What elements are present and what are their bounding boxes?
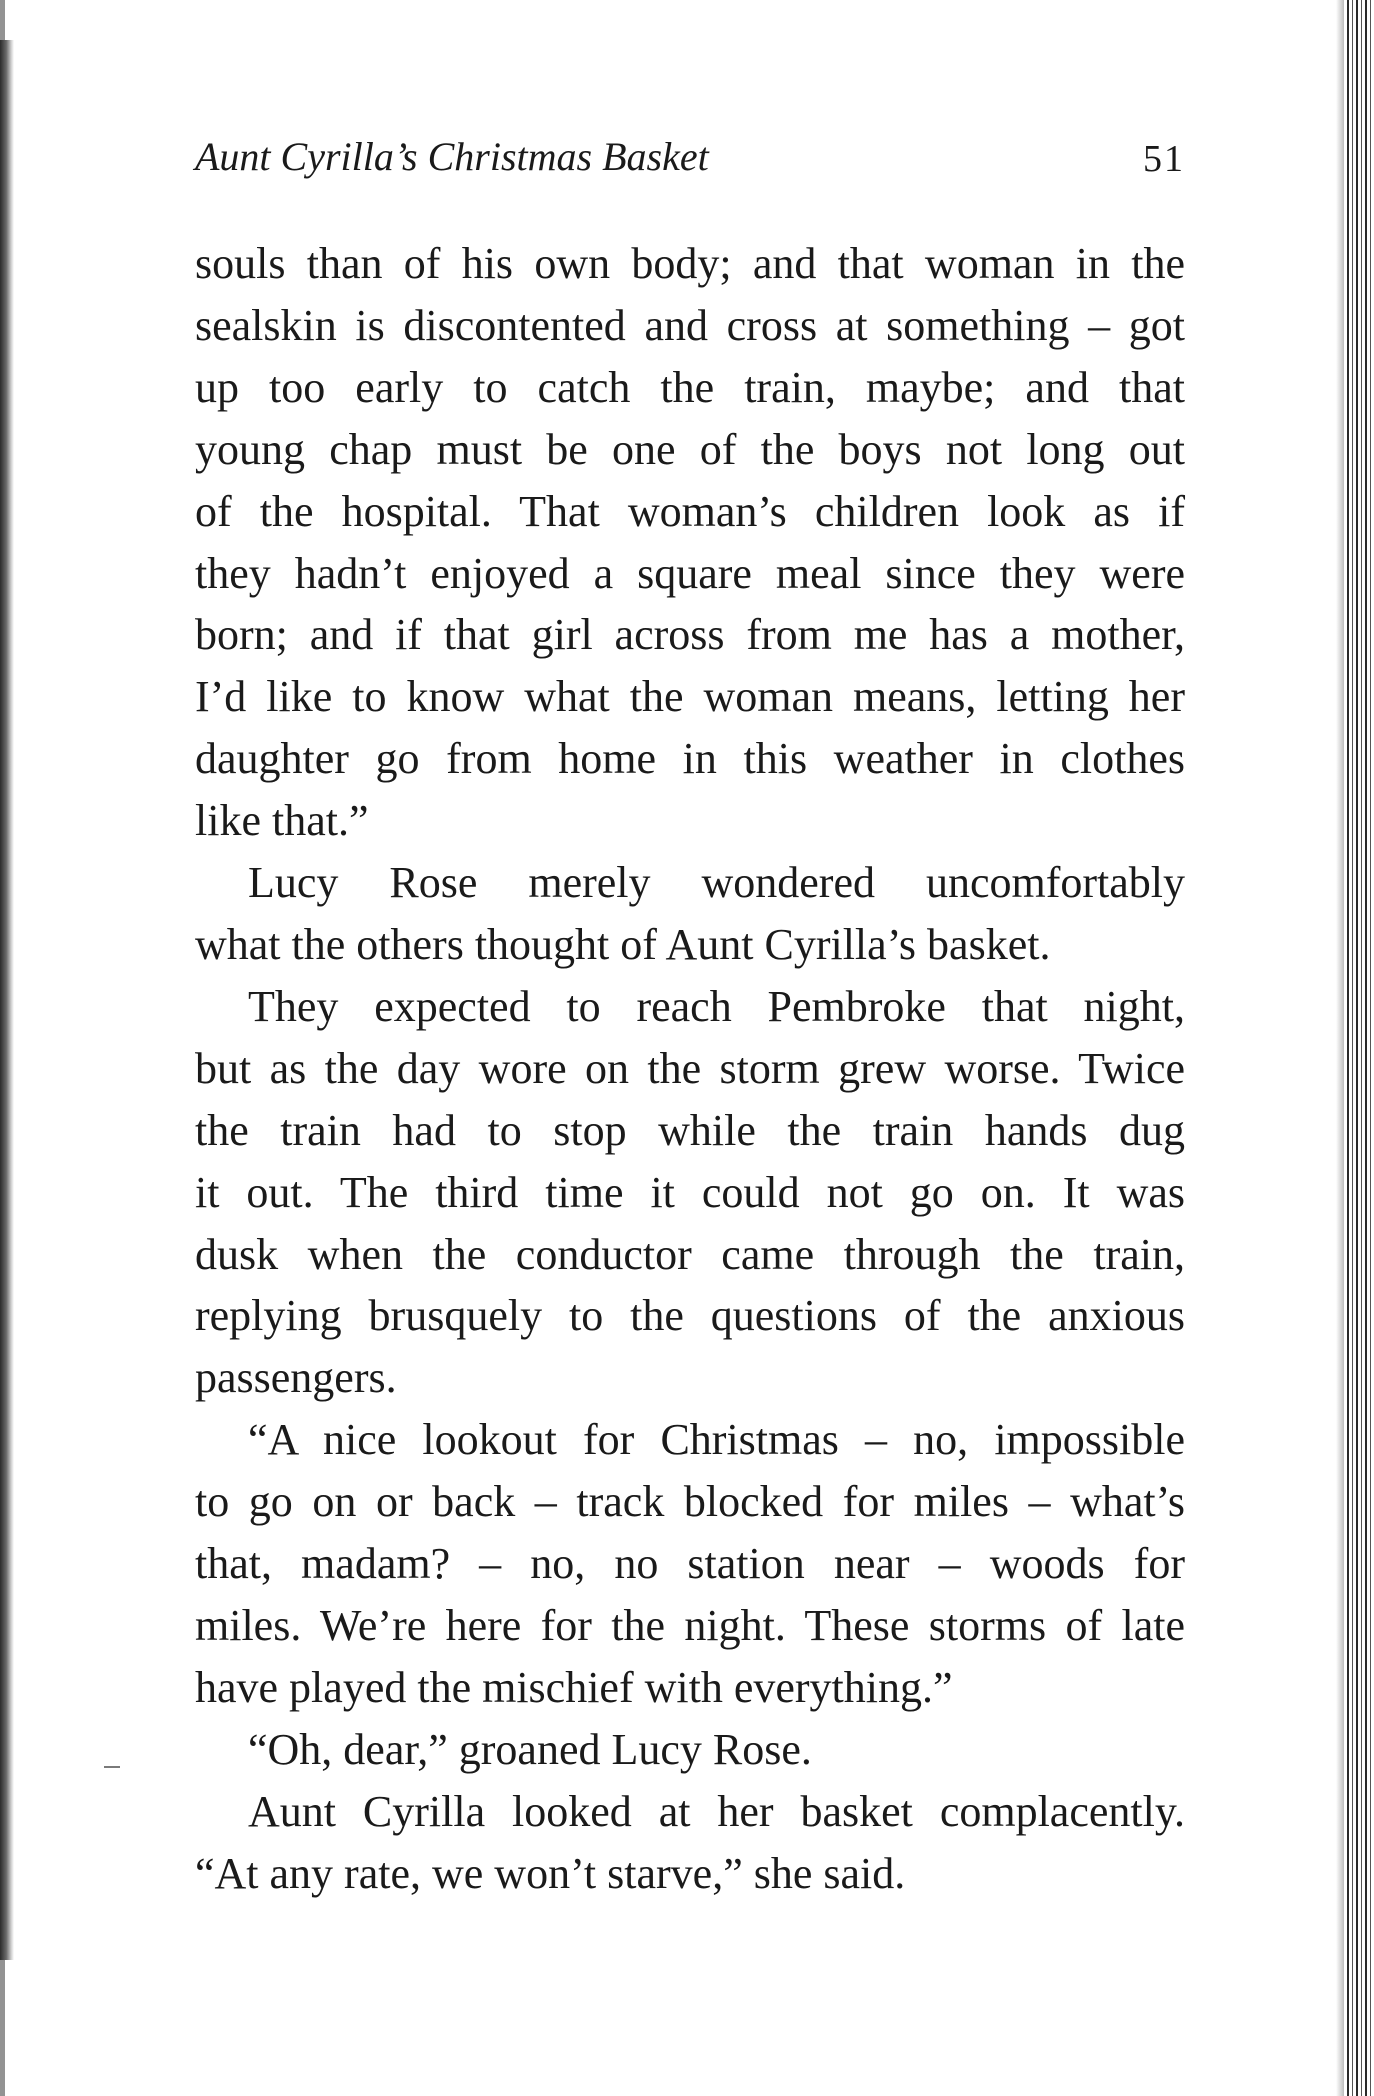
- text-line: like that.”: [195, 796, 369, 846]
- text-line: “At any rate, we won’t starve,” she said.: [195, 1848, 906, 1898]
- text-line: have played the mischief with everything.”: [195, 1662, 953, 1712]
- text-line: of the hospital. That woman’s children look as if: [195, 486, 1185, 536]
- text-line: miles. We’re here for the night. These storms of late: [195, 1600, 1185, 1650]
- text-line: daughter go from home in this weather in clothes: [195, 734, 1185, 784]
- text-line: “Oh, dear,” groaned Lucy Rose.: [248, 1724, 812, 1774]
- text-line: to go on or back – track blocked for miles – what’s: [195, 1477, 1185, 1527]
- text-line: what the others thought of Aunt Cyrilla’s basket.: [195, 919, 1051, 969]
- text-line: I’d like to know what the woman means, letting her: [195, 672, 1185, 722]
- text-line: passengers.: [195, 1353, 397, 1403]
- text-line: it out. The third time it could not go on. It was: [195, 1167, 1185, 1217]
- text-line: but as the day wore on the storm grew worse. Twice: [195, 1043, 1185, 1093]
- text-line: “A nice lookout for Christmas – no, impossible: [248, 1415, 1185, 1465]
- text-line: They expected to reach Pembroke that night,: [248, 981, 1185, 1031]
- text-line: replying brusquely to the questions of the anxious: [195, 1291, 1185, 1341]
- text-line: sealskin is discontented and cross at something – got: [195, 300, 1185, 350]
- scan-right-edge: [1344, 0, 1374, 2096]
- running-title: Aunt Cyrilla’s Christmas Basket: [195, 134, 709, 179]
- stray-mark: [104, 1766, 120, 1768]
- text-line: that, madam? – no, no station near – woods for: [195, 1539, 1185, 1589]
- text-line: up too early to catch the train, maybe; and that: [195, 362, 1185, 412]
- text-line: born; and if that girl across from me has a mother,: [195, 610, 1185, 660]
- text-line: the train had to stop while the train hands dug: [195, 1105, 1185, 1155]
- text-line: Aunt Cyrilla looked at her basket complacently.: [248, 1786, 1185, 1836]
- text-line: they hadn’t enjoyed a square meal since they were: [195, 548, 1185, 598]
- page-number: 51: [1143, 138, 1185, 180]
- running-head: [195, 132, 1185, 182]
- text-line: young chap must be one of the boys not long out: [195, 424, 1185, 474]
- scan-right-edge-fade: [1336, 0, 1344, 2096]
- text-line: souls than of his own body; and that woman in the: [195, 239, 1185, 288]
- text-line: Lucy Rose merely wondered uncomfortably: [248, 858, 1185, 908]
- scan-left-edge: [0, 40, 14, 1960]
- text-line: dusk when the conductor came through the train,: [195, 1229, 1185, 1279]
- body-text: [195, 233, 1185, 1904]
